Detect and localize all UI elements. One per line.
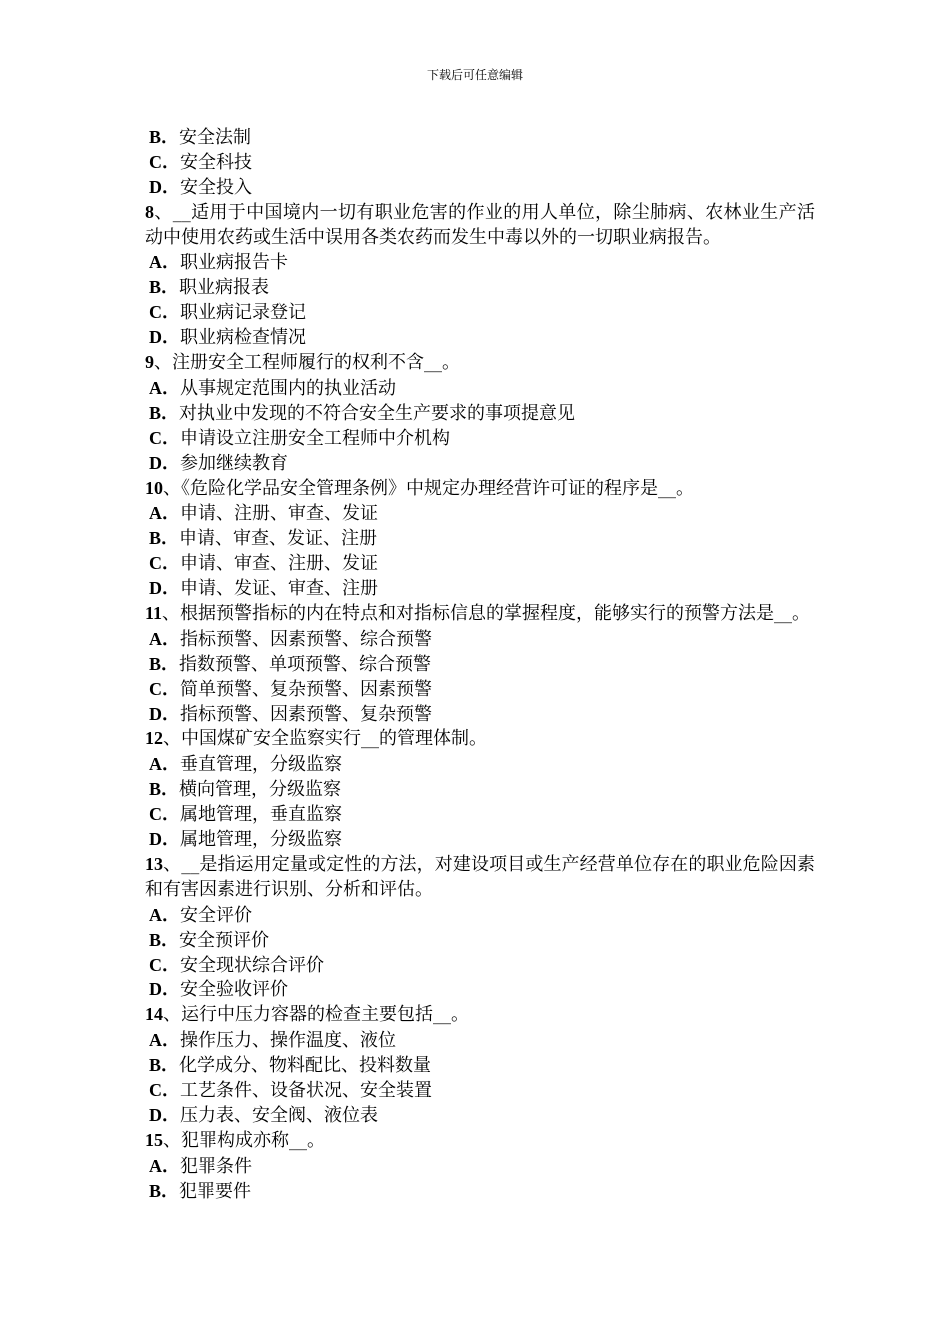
question-number: 13 bbox=[145, 853, 163, 874]
option-label: D． bbox=[149, 452, 180, 473]
option-item bbox=[145, 175, 815, 200]
question-text bbox=[145, 601, 815, 627]
option-label: D． bbox=[149, 327, 180, 348]
option-item bbox=[145, 1028, 815, 1053]
option-label: B． bbox=[149, 127, 180, 147]
option-text: 属地管理，垂直监察 bbox=[180, 804, 342, 826]
option-item bbox=[145, 250, 815, 275]
option-text: 压力表、安全阀、液位表 bbox=[180, 1104, 378, 1126]
option-item bbox=[145, 702, 815, 727]
option-text: 安全验收评价 bbox=[180, 979, 288, 1001]
option-item bbox=[145, 576, 815, 601]
question-body: 、__是指运用定量或定性的方法，对建设项目或生产经营单位存在的职业危险因素和有害因素进行识别、分析和评估。 bbox=[145, 853, 815, 900]
option-label: B． bbox=[149, 779, 180, 800]
option-label: A． bbox=[149, 1030, 180, 1051]
option-label: C． bbox=[149, 151, 180, 172]
option-label: A． bbox=[149, 377, 180, 398]
option-label: D． bbox=[149, 829, 180, 850]
question-body: 、运行中压力容器的检查主要包括__。 bbox=[163, 1004, 469, 1026]
option-label: B． bbox=[149, 653, 180, 674]
option-item bbox=[145, 652, 815, 677]
option-label: C． bbox=[149, 1079, 180, 1100]
option-item bbox=[145, 977, 815, 1002]
question-text bbox=[145, 1002, 815, 1028]
option-item bbox=[145, 300, 815, 325]
option-label: A． bbox=[149, 754, 180, 775]
option-item bbox=[145, 1078, 815, 1103]
option-text: 安全法制 bbox=[179, 127, 252, 148]
option-text: 申请、审查、发证、注册 bbox=[179, 528, 378, 550]
option-item bbox=[145, 1103, 815, 1128]
option-text: 指标预警、因素预警、综合预警 bbox=[180, 628, 432, 650]
option-label: A． bbox=[149, 503, 180, 524]
option-label: B． bbox=[149, 929, 180, 950]
option-item bbox=[145, 451, 815, 476]
question-body: 、中国煤矿安全监察实行__的管理体制。 bbox=[163, 728, 487, 750]
option-label: C． bbox=[149, 678, 180, 699]
question-text bbox=[145, 1128, 815, 1154]
option-label: B． bbox=[149, 1055, 180, 1076]
question-text bbox=[145, 726, 815, 752]
question-number: 10 bbox=[145, 477, 163, 498]
option-item bbox=[145, 401, 815, 426]
option-item bbox=[145, 501, 815, 526]
option-text: 参加继续教育 bbox=[180, 452, 288, 474]
question-text bbox=[145, 852, 815, 903]
option-label: D． bbox=[149, 176, 180, 197]
option-text: 化学成分、物料配比、投料数量 bbox=[179, 1055, 432, 1077]
option-text: 指数预警、单项预警、综合预警 bbox=[179, 653, 432, 675]
page-header: 下载后可任意编辑 bbox=[426, 68, 523, 82]
question-text bbox=[145, 200, 815, 251]
option-label: B． bbox=[149, 402, 180, 423]
option-text: 从事规定范围内的执业活动 bbox=[180, 377, 396, 399]
option-text: 简单预警、复杂预警、因素预警 bbox=[180, 678, 432, 700]
option-item bbox=[145, 1179, 815, 1204]
option-item bbox=[145, 1154, 815, 1179]
option-text: 横向管理，分级监察 bbox=[179, 779, 342, 801]
question-body: 、__适用于中国境内一切有职业危害的作业的用人单位，除尘肺病、农林业生产活动中使用农药或生活中误用各类农药而发生中毒以外的一切职业病报告。 bbox=[145, 201, 815, 248]
question-number: 12 bbox=[145, 728, 163, 749]
option-item bbox=[145, 802, 815, 827]
option-text: 职业病报表 bbox=[179, 277, 270, 299]
option-item bbox=[145, 376, 815, 401]
question-text bbox=[145, 476, 815, 502]
question-number: 11 bbox=[145, 602, 163, 623]
option-text: 属地管理，分级监察 bbox=[180, 829, 342, 851]
question-number: 9 bbox=[145, 352, 154, 373]
option-text: 职业病报告卡 bbox=[180, 252, 288, 274]
option-item bbox=[145, 1053, 815, 1078]
question-list bbox=[145, 125, 815, 1203]
option-item bbox=[145, 526, 815, 551]
option-label: B． bbox=[149, 277, 180, 298]
option-text: 安全投入 bbox=[180, 176, 252, 198]
option-label: B． bbox=[149, 528, 180, 549]
option-item bbox=[145, 325, 815, 350]
option-label: C． bbox=[149, 427, 180, 448]
question-body: 、犯罪构成亦称__。 bbox=[163, 1129, 325, 1151]
option-text: 操作压力、操作温度、液位 bbox=[180, 1030, 396, 1052]
question-body: 、《危险化学品安全管理条例》中规定办理经营许可证的程序是__。 bbox=[163, 477, 694, 499]
option-label: A． bbox=[149, 252, 180, 273]
option-item bbox=[145, 150, 815, 175]
question-number: 8 bbox=[145, 201, 154, 222]
option-text: 申请设立注册安全工程师中介机构 bbox=[180, 427, 450, 449]
option-item bbox=[145, 426, 815, 451]
option-label: D． bbox=[149, 979, 180, 1000]
option-label: C． bbox=[149, 553, 180, 574]
option-label: C． bbox=[149, 302, 180, 323]
option-item bbox=[145, 827, 815, 852]
option-text: 安全科技 bbox=[180, 151, 252, 173]
question-body: 、根据预警指标的内在特点和对指标信息的掌握程度，能够实行的预警方法是__。 bbox=[162, 602, 811, 624]
option-item bbox=[145, 677, 815, 702]
option-item bbox=[145, 953, 815, 978]
option-label: C． bbox=[149, 804, 180, 825]
option-label: B． bbox=[149, 1180, 180, 1201]
option-item bbox=[145, 627, 815, 652]
option-text: 申请、发证、审查、注册 bbox=[180, 578, 378, 600]
option-text: 申请、注册、审查、发证 bbox=[180, 503, 378, 525]
option-item bbox=[145, 275, 815, 300]
option-text: 工艺条件、设备状况、安全装置 bbox=[180, 1079, 432, 1101]
question-text bbox=[145, 350, 815, 376]
option-item bbox=[145, 752, 815, 777]
option-label: D． bbox=[149, 1104, 180, 1125]
option-text: 安全评价 bbox=[180, 904, 252, 926]
option-label: A． bbox=[149, 628, 180, 649]
question-number: 14 bbox=[145, 1004, 163, 1025]
option-text: 安全预评价 bbox=[179, 929, 270, 951]
option-label: A． bbox=[149, 1155, 180, 1176]
option-item bbox=[145, 777, 815, 802]
option-text: 犯罪要件 bbox=[179, 1180, 252, 1202]
option-text: 职业病记录登记 bbox=[180, 302, 306, 324]
option-item bbox=[145, 551, 815, 576]
option-label: C． bbox=[149, 954, 180, 975]
question-number: 15 bbox=[145, 1129, 163, 1150]
option-item bbox=[145, 928, 815, 953]
option-text: 指标预警、因素预警、复杂预警 bbox=[180, 703, 432, 725]
option-text: 垂直管理，分级监察 bbox=[180, 754, 342, 776]
option-label: D． bbox=[149, 578, 180, 599]
option-text: 安全现状综合评价 bbox=[180, 954, 324, 976]
option-item bbox=[145, 125, 815, 150]
option-label: D． bbox=[149, 703, 180, 724]
option-item bbox=[145, 903, 815, 928]
option-label: A． bbox=[149, 904, 180, 925]
option-text: 对执业中发现的不符合安全生产要求的事项提意见 bbox=[179, 402, 576, 424]
option-text: 犯罪条件 bbox=[180, 1155, 252, 1177]
option-text: 申请、审查、注册、发证 bbox=[180, 553, 378, 575]
question-body: 、注册安全工程师履行的权利不含__。 bbox=[154, 352, 460, 374]
option-text: 职业病检查情况 bbox=[180, 327, 306, 349]
